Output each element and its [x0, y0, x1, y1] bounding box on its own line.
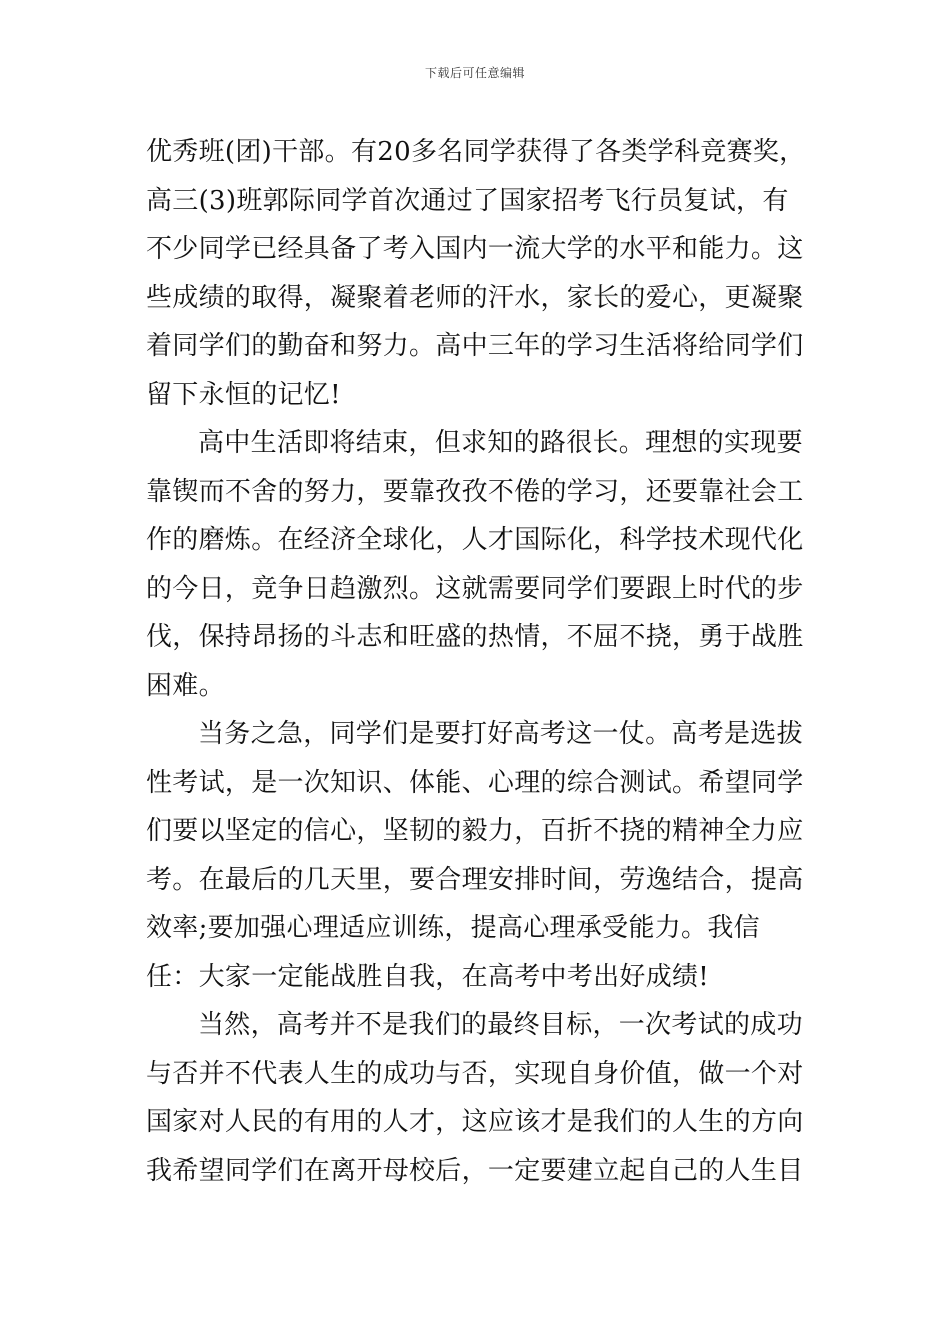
paragraph: 当然，高考并不是我们的最终目标，一次考试的成功与否并不代表人生的成功与否，实现自身价值，做一个对国家对人民的有用的人才，这应该才是我们的人生的方向我希望同学们在离开母校后，一定要建立起自己的人生目: [146, 1010, 804, 1186]
page-header: 下载后可任意编辑: [424, 66, 525, 80]
document-body: [146, 128, 806, 1195]
paragraph: 当务之急，同学们是要打好高考这一仗。高考是选拔性考试，是一次知识、体能、心理的综合测试。希望同学们要以坚定的信心，坚韧的毅力，百折不挠的精神全力应考。在最后的几天里，要合理安排时间，劳逸结合，提高效率;要加强心理适应训练，提高心理承受能力。我信任：大家一定能战胜自我，在高考中考出好成绩!: [146, 719, 804, 992]
paragraph: 高中生活即将结束，但求知的路很长。理想的实现要靠锲而不舍的努力，要靠孜孜不倦的学习，还要靠社会工作的磨炼。在经济全球化，人才国际化，科学技术现代化的今日，竞争日趋激烈。这就需要同学们要跟上时代的步伐，保持昂扬的斗志和旺盛的热情，不屈不挠，勇于战胜困难。: [146, 428, 804, 701]
paragraph-continued: 优秀班(团)干部。有20多名同学获得了各类学科竞赛奖，高三(3)班郭际同学首次通过了国家招考飞行员复试，有不少同学已经具备了考入国内一流大学的水平和能力。这些成绩的取得，凝聚着老师的汗水，家长的爱心，更凝聚着同学们的勤奋和努力。高中三年的学习生活将给同学们留下永恒的记忆!: [146, 137, 806, 410]
